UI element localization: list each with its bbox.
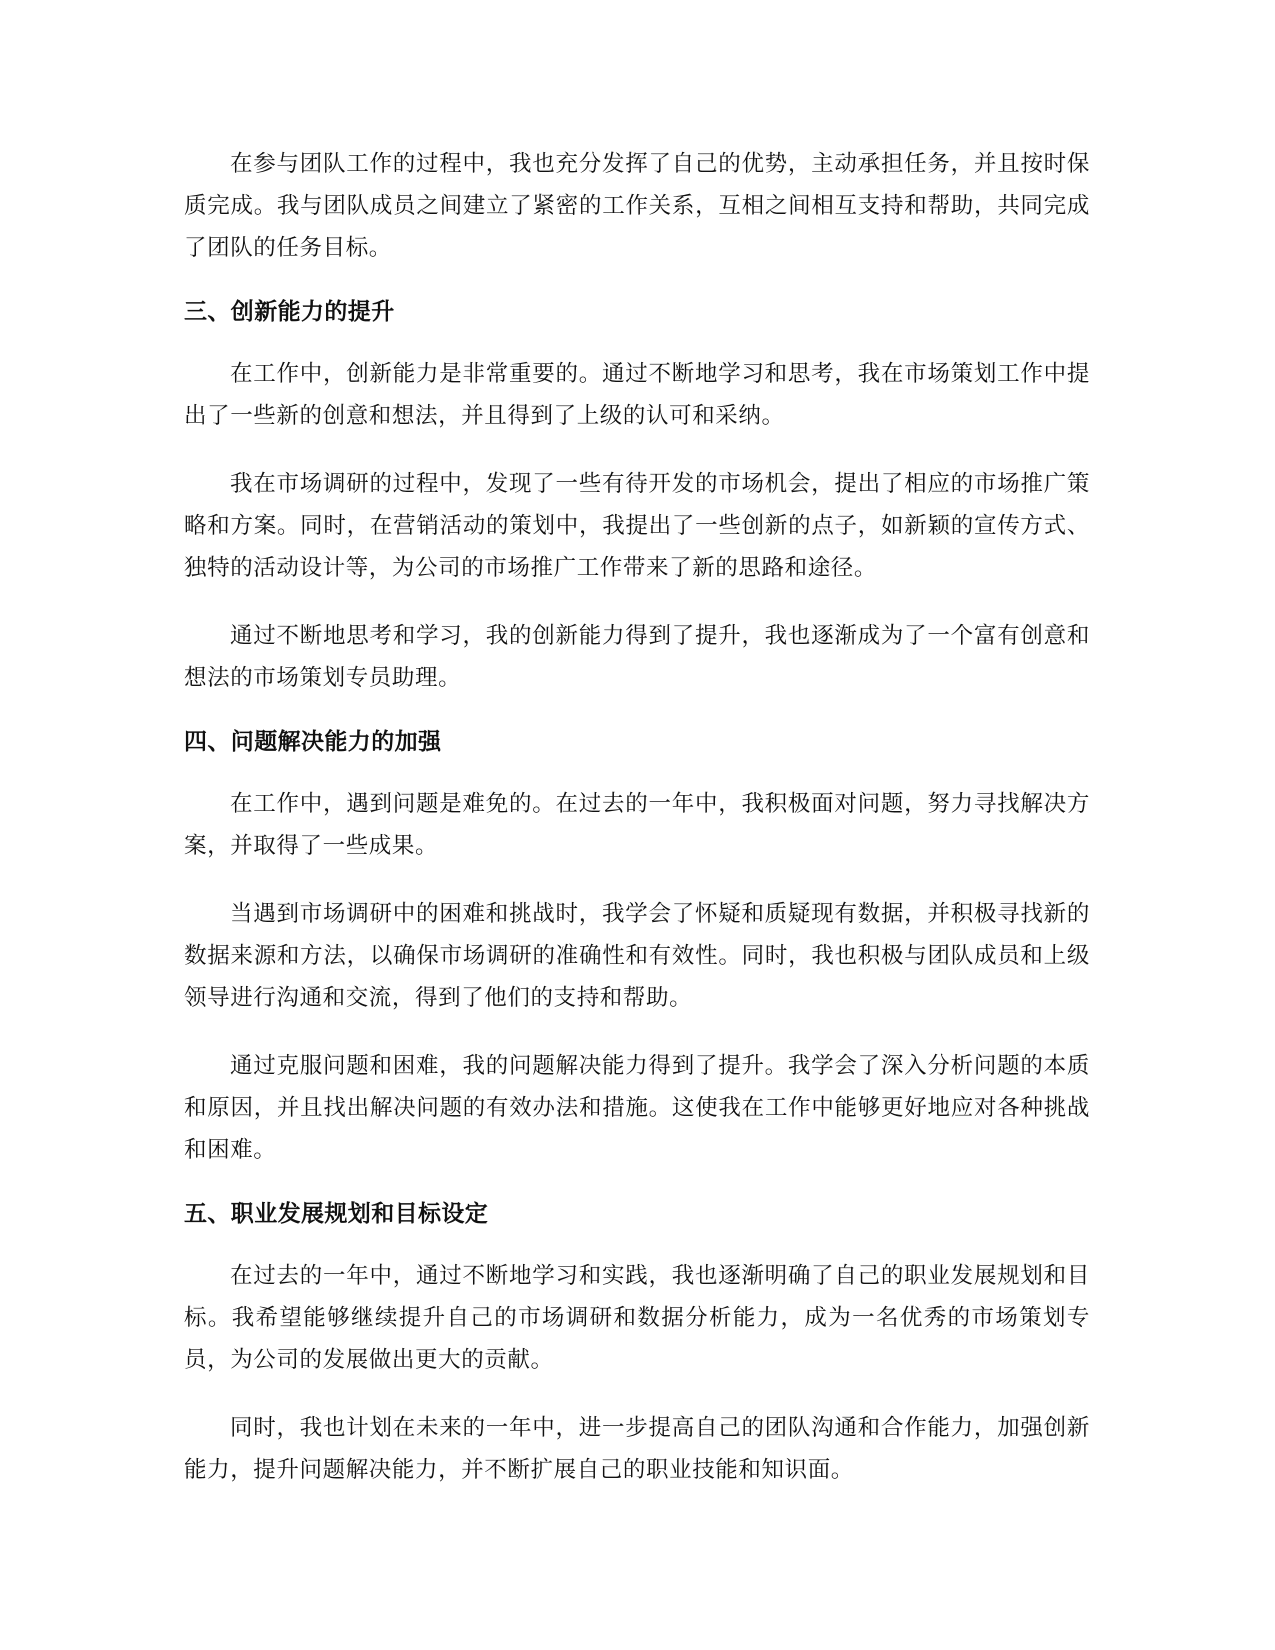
paragraph-career-plan: 同时，我也计划在未来的一年中，进一步提高自己的团队沟通和合作能力，加强创新能力，提升问题解决能力，并不断扩展自己的职业技能和知识面。 xyxy=(184,1415,1090,1483)
document-body xyxy=(184,143,1090,1517)
section-heading-career-planning: 五、职业发展规划和目标设定 xyxy=(184,1201,489,1227)
paragraph-innovation-intro: 在工作中，创新能力是非常重要的。通过不断地学习和思考，我在市场策划工作中提出了一些新的创意和想法，并且得到了上级的认可和采纳。 xyxy=(184,361,1090,429)
paragraph-innovation-summary: 通过不断地思考和学习，我的创新能力得到了提升，我也逐渐成为了一个富有创意和想法的市场策划专员助理。 xyxy=(184,623,1090,691)
paragraph-problem-summary: 通过克服问题和困难，我的问题解决能力得到了提升。我学会了深入分析问题的本质和原因，并且找出解决问题的有效办法和措施。这使我在工作中能够更好地应对各种挑战和困难。 xyxy=(184,1053,1090,1163)
paragraph-innovation-research: 我在市场调研的过程中，发现了一些有待开发的市场机会，提出了相应的市场推广策略和方案。同时，在营销活动的策划中，我提出了一些创新的点子，如新颖的宣传方式、独特的活动设计等，为公司的市场推广工作带来了新的思路和途径。 xyxy=(184,471,1090,581)
paragraph-problem-intro: 在工作中，遇到问题是难免的。在过去的一年中，我积极面对问题，努力寻找解决方案，并取得了一些成果。 xyxy=(184,791,1090,859)
paragraph-career-goals: 在过去的一年中，通过不断地学习和实践，我也逐渐明确了自己的职业发展规划和目标。我希望能够继续提升自己的市场调研和数据分析能力，成为一名优秀的市场策划专员，为公司的发展做出更大的贡献。 xyxy=(184,1263,1090,1373)
section-heading-problem-solving: 四、问题解决能力的加强 xyxy=(184,729,442,755)
section-heading-innovation: 三、创新能力的提升 xyxy=(184,299,395,325)
paragraph-problem-research: 当遇到市场调研中的困难和挑战时，我学会了怀疑和质疑现有数据，并积极寻找新的数据来源和方法，以确保市场调研的准确性和有效性。同时，我也积极与团队成员和上级领导进行沟通和交流，得到了他们的支持和帮助。 xyxy=(184,901,1090,1011)
paragraph-teamwork: 在参与团队工作的过程中，我也充分发挥了自己的优势，主动承担任务，并且按时保质完成。我与团队成员之间建立了紧密的工作关系，互相之间相互支持和帮助，共同完成了团队的任务目标。 xyxy=(184,151,1090,261)
